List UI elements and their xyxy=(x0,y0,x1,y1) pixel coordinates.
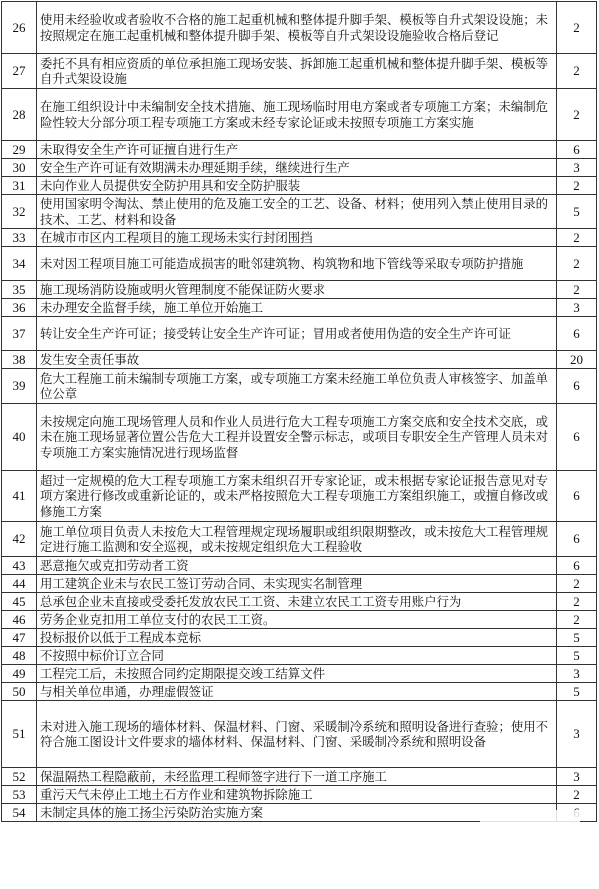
violation-description: 安全生产许可证有效期满未办理延期手续，继续进行生产 xyxy=(37,159,557,177)
watermark-overlay xyxy=(480,810,580,870)
penalty-score: 5 xyxy=(557,195,597,229)
penalty-score: 2 xyxy=(557,575,597,593)
violation-description: 劳务企业克扣用工单位支付的农民工工资。 xyxy=(37,611,557,629)
penalty-score: 3 xyxy=(557,665,597,683)
penalty-score: 6 xyxy=(557,404,597,471)
row-number: 32 xyxy=(2,195,37,229)
violation-description: 未按规定向施工现场管理人员和作业人员进行危大工程专项施工方案交底和安全技术交底，或未在施工现场显著位置公告危大工程并设置安全警示标志，或项目专职安全生产管理人员未对专项施工方案实施情况进行现场监督 xyxy=(37,404,557,471)
table-row xyxy=(2,593,597,611)
violation-description: 未制定具体的施工扬尘污染防治实施方案 xyxy=(37,804,557,822)
table-row xyxy=(2,195,597,229)
row-number: 41 xyxy=(2,471,37,522)
violation-description: 在施工组织设计中未编制安全技术措施、施工现场临时用电方案或者专项施工方案；未编制危险性较大分部分项工程专项施工方案或未经专家论证或未按照专项施工方案实施 xyxy=(37,89,557,141)
row-number: 29 xyxy=(2,141,37,159)
table-row xyxy=(2,2,597,54)
row-number: 36 xyxy=(2,299,37,317)
row-number: 45 xyxy=(2,593,37,611)
table-row xyxy=(2,701,597,768)
violation-description: 未向作业人员提供安全防护用具和安全防护服装 xyxy=(37,177,557,195)
penalty-score: 2 xyxy=(557,2,597,54)
row-number: 43 xyxy=(2,557,37,575)
violation-description: 使用未经验收或者验收不合格的施工起重机械和整体提升脚手架、模板等自升式架设设施；未按照规定在施工起重机械和整体提升脚手架、模板等自升式架设设施验收合格后登记 xyxy=(37,2,557,54)
violation-description: 不按照中标价订立合同 xyxy=(37,647,557,665)
row-number: 26 xyxy=(2,2,37,54)
violation-description: 转让安全生产许可证；接受转让安全生产许可证；冒用或者使用伪造的安全生产许可证 xyxy=(37,317,557,351)
penalty-score: 6 xyxy=(557,317,597,351)
penalty-score: 2 xyxy=(557,247,597,281)
row-number: 30 xyxy=(2,159,37,177)
violation-description: 未对因工程项目施工可能造成损害的毗邻建筑物、构筑物和地下管线等采取专项防护措施 xyxy=(37,247,557,281)
penalty-score: 20 xyxy=(557,351,597,369)
row-number: 53 xyxy=(2,786,37,804)
table-row xyxy=(2,611,597,629)
penalty-score: 6 xyxy=(557,557,597,575)
row-number: 50 xyxy=(2,683,37,701)
penalty-score: 6 xyxy=(557,471,597,522)
penalty-score: 2 xyxy=(557,89,597,141)
row-number: 35 xyxy=(2,281,37,299)
table-row xyxy=(2,471,597,522)
table-row xyxy=(2,141,597,159)
violation-description: 使用国家明令淘汰、禁止使用的危及施工安全的工艺、设备、材料；使用列入禁止使用目录的技术、工艺、材料和设备 xyxy=(37,195,557,229)
table-row xyxy=(2,229,597,247)
row-number: 49 xyxy=(2,665,37,683)
penalty-score: 2 xyxy=(557,611,597,629)
row-number: 42 xyxy=(2,522,37,557)
penalty-score: 5 xyxy=(557,683,597,701)
violation-description: 恶意拖欠或克扣劳动者工资 xyxy=(37,557,557,575)
penalty-score: 3 xyxy=(557,768,597,786)
violation-description: 保温隔热工程隐蔽前，未经监理工程师签字进行下一道工序施工 xyxy=(37,768,557,786)
violation-description: 危大工程施工前未编制专项施工方案，或专项施工方案未经施工单位负责人审核签字、加盖单位公章 xyxy=(37,369,557,404)
penalty-score: 2 xyxy=(557,229,597,247)
row-number: 37 xyxy=(2,317,37,351)
row-number: 46 xyxy=(2,611,37,629)
row-number: 51 xyxy=(2,701,37,768)
violation-description: 工程完工后，未按照合同约定期限提交竣工结算文件 xyxy=(37,665,557,683)
penalty-table xyxy=(1,1,597,822)
table-row xyxy=(2,665,597,683)
row-number: 40 xyxy=(2,404,37,471)
row-number: 39 xyxy=(2,369,37,404)
table-row xyxy=(2,54,597,89)
table-row xyxy=(2,683,597,701)
row-number: 28 xyxy=(2,89,37,141)
violation-description: 未取得安全生产许可证擅自进行生产 xyxy=(37,141,557,159)
table-row xyxy=(2,159,597,177)
row-number: 52 xyxy=(2,768,37,786)
table-row xyxy=(2,786,597,804)
violation-description: 未对进入施工现场的墙体材料、保温材料、门窗、采暖制冷系统和照明设备进行查验；使用不符合施工图设计文件要求的墙体材料、保温材料、门窗、采暖制冷系统和照明设备 xyxy=(37,701,557,768)
table-row xyxy=(2,369,597,404)
table-row xyxy=(2,317,597,351)
violation-description: 发生安全责任事故 xyxy=(37,351,557,369)
penalty-score: 5 xyxy=(557,629,597,647)
row-number: 27 xyxy=(2,54,37,89)
row-number: 48 xyxy=(2,647,37,665)
row-number: 44 xyxy=(2,575,37,593)
violation-description: 超过一定规模的危大工程专项施工方案未组织召开专家论证，或未根据专家论证报告意见对专项方案进行修改或重新论证的，或未严格按照危大工程专项施工方案组织施工，或擅自修改或修施工方案 xyxy=(37,471,557,522)
violation-description: 与相关单位串通，办理虚假签证 xyxy=(37,683,557,701)
penalty-score: 2 xyxy=(557,281,597,299)
table-row xyxy=(2,522,597,557)
penalty-score: 2 xyxy=(557,177,597,195)
table-row xyxy=(2,247,597,281)
table-body xyxy=(2,2,597,822)
violation-description: 重污天气未停止工地土石方作业和建筑物拆除施工 xyxy=(37,786,557,804)
penalty-score: 2 xyxy=(557,593,597,611)
penalty-score: 2 xyxy=(557,54,597,89)
table-row xyxy=(2,299,597,317)
row-number: 33 xyxy=(2,229,37,247)
violation-description: 施工单位项目负责人未按危大工程管理规定现场履职或组织限期整改，或未按危大工程管理规定进行施工监测和安全巡视，或未按规定组织危大工程验收 xyxy=(37,522,557,557)
violation-description: 投标报价以低于工程成本竞标 xyxy=(37,629,557,647)
row-number: 31 xyxy=(2,177,37,195)
penalty-score: 3 xyxy=(557,701,597,768)
table-row xyxy=(2,177,597,195)
penalty-score: 3 xyxy=(557,299,597,317)
table-row xyxy=(2,404,597,471)
row-number: 38 xyxy=(2,351,37,369)
penalty-score: 2 xyxy=(557,786,597,804)
violation-description: 用工建筑企业未与农民工签订劳动合同、未实现实名制管理 xyxy=(37,575,557,593)
table-row xyxy=(2,351,597,369)
table-row xyxy=(2,575,597,593)
violation-description: 在城市市区内工程项目的施工现场未实行封闭围挡 xyxy=(37,229,557,247)
row-number: 34 xyxy=(2,247,37,281)
violation-description: 施工现场消防设施或明火管理制度不能保证防火要求 xyxy=(37,281,557,299)
table-row xyxy=(2,629,597,647)
penalty-score: 6 xyxy=(557,369,597,404)
table-row xyxy=(2,281,597,299)
penalty-score: 6 xyxy=(557,522,597,557)
penalty-score: 3 xyxy=(557,159,597,177)
penalty-score: 5 xyxy=(557,647,597,665)
violation-description: 未办理安全监督手续，施工单位开始施工 xyxy=(37,299,557,317)
table-row xyxy=(2,557,597,575)
table-row xyxy=(2,768,597,786)
row-number: 54 xyxy=(2,804,37,822)
penalty-score: 6 xyxy=(557,141,597,159)
table-row xyxy=(2,647,597,665)
table-row xyxy=(2,89,597,141)
violation-description: 总承包企业未直接或受委托发放农民工工资、未建立农民工工资专用账户行为 xyxy=(37,593,557,611)
row-number: 47 xyxy=(2,629,37,647)
violation-description: 委托不具有相应资质的单位承担施工现场安装、拆卸施工起重机械和整体提升脚手架、模板等自升式架设设施 xyxy=(37,54,557,89)
